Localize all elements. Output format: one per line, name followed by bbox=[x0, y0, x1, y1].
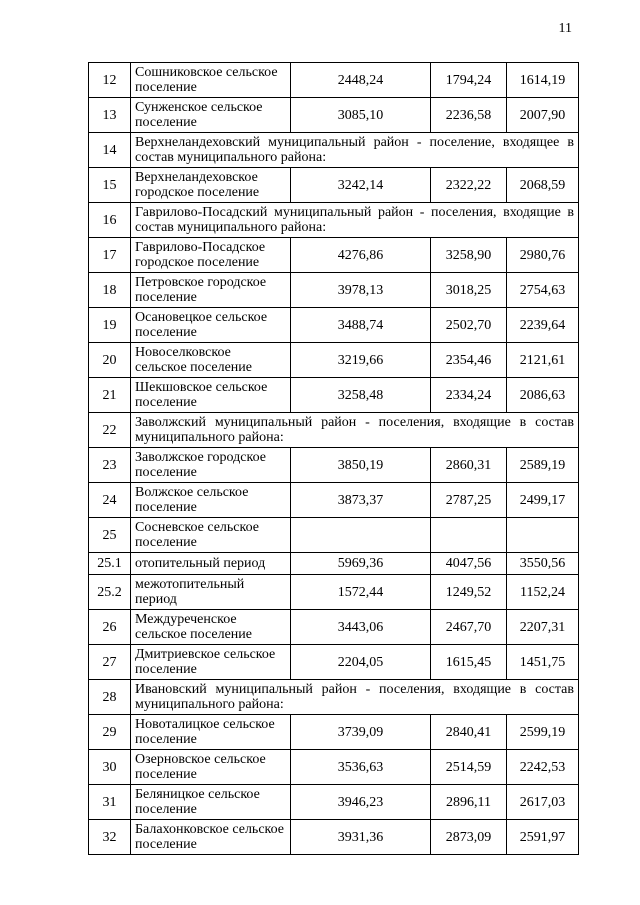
row-number: 25 bbox=[89, 518, 131, 553]
table-row bbox=[89, 715, 579, 750]
settlement-name: отопительный период bbox=[131, 553, 291, 575]
row-number: 24 bbox=[89, 483, 131, 518]
row-number: 16 bbox=[89, 203, 131, 238]
tariff-value: 3550,56 bbox=[507, 553, 579, 575]
row-number: 17 bbox=[89, 238, 131, 273]
tariff-value: 2873,09 bbox=[431, 820, 507, 855]
settlement-name: Петровское городское поселение bbox=[131, 273, 291, 308]
tariff-value bbox=[291, 518, 431, 553]
tariff-value: 2086,63 bbox=[507, 378, 579, 413]
row-number: 27 bbox=[89, 645, 131, 680]
row-number: 32 bbox=[89, 820, 131, 855]
settlement-name: Гаврилово-Посадское городское поселение bbox=[131, 238, 291, 273]
tariff-value: 2499,17 bbox=[507, 483, 579, 518]
table-row bbox=[89, 448, 579, 483]
tariff-value: 3242,14 bbox=[291, 168, 431, 203]
row-number: 12 bbox=[89, 63, 131, 98]
tariff-value: 2754,63 bbox=[507, 273, 579, 308]
tariff-value: 3018,25 bbox=[431, 273, 507, 308]
tariff-value: 2322,22 bbox=[431, 168, 507, 203]
settlement-name: Сошниковское сельское поселение bbox=[131, 63, 291, 98]
table-row bbox=[89, 343, 579, 378]
tariff-value: 1794,24 bbox=[431, 63, 507, 98]
settlement-name: Сосневское сельское поселение bbox=[131, 518, 291, 553]
table-row bbox=[89, 645, 579, 680]
tariff-value bbox=[431, 518, 507, 553]
table-row bbox=[89, 820, 579, 855]
tariff-value: 2896,11 bbox=[431, 785, 507, 820]
tariff-value: 3739,09 bbox=[291, 715, 431, 750]
section-row bbox=[89, 413, 579, 448]
section-row bbox=[89, 203, 579, 238]
tariff-value: 3978,13 bbox=[291, 273, 431, 308]
table-row bbox=[89, 378, 579, 413]
settlements-table bbox=[88, 62, 579, 855]
tariff-value: 2599,19 bbox=[507, 715, 579, 750]
tariff-value: 4047,56 bbox=[431, 553, 507, 575]
tariff-value: 2354,46 bbox=[431, 343, 507, 378]
section-row bbox=[89, 680, 579, 715]
settlement-name: Сунженское сельское поселение bbox=[131, 98, 291, 133]
tariff-value: 3488,74 bbox=[291, 308, 431, 343]
tariff-value: 2121,61 bbox=[507, 343, 579, 378]
tariff-value: 3850,19 bbox=[291, 448, 431, 483]
settlement-name: Балахонковское сельское поселение bbox=[131, 820, 291, 855]
tariff-value: 2591,97 bbox=[507, 820, 579, 855]
row-number: 14 bbox=[89, 133, 131, 168]
row-number: 20 bbox=[89, 343, 131, 378]
settlement-name: Верхнеландеховское городское поселение bbox=[131, 168, 291, 203]
tariff-value: 3443,06 bbox=[291, 610, 431, 645]
tariff-value: 1152,24 bbox=[507, 575, 579, 610]
tariff-value: 5969,36 bbox=[291, 553, 431, 575]
row-number: 23 bbox=[89, 448, 131, 483]
tariff-value: 2207,31 bbox=[507, 610, 579, 645]
row-number: 22 bbox=[89, 413, 131, 448]
tariff-value: 2980,76 bbox=[507, 238, 579, 273]
table-row bbox=[89, 553, 579, 575]
settlement-name: Заволжское городское поселение bbox=[131, 448, 291, 483]
tariff-value: 2448,24 bbox=[291, 63, 431, 98]
settlement-name: Волжское сельское поселение bbox=[131, 483, 291, 518]
section-title: Гаврилово-Посадский муниципальный район - поселения, входящие в состав муниципального района: bbox=[131, 203, 579, 238]
tariff-value: 3258,48 bbox=[291, 378, 431, 413]
table-row bbox=[89, 483, 579, 518]
tariff-value: 2860,31 bbox=[431, 448, 507, 483]
tariff-value: 3536,63 bbox=[291, 750, 431, 785]
tariff-value: 1614,19 bbox=[507, 63, 579, 98]
settlement-name: межотопительный период bbox=[131, 575, 291, 610]
tariff-value: 2589,19 bbox=[507, 448, 579, 483]
tariff-value: 1572,44 bbox=[291, 575, 431, 610]
row-number: 25.2 bbox=[89, 575, 131, 610]
settlement-name: Дмитриевское сельское поселение bbox=[131, 645, 291, 680]
settlements-table-body bbox=[89, 63, 579, 855]
table-row bbox=[89, 238, 579, 273]
settlement-name: Беляницкое сельское поселение bbox=[131, 785, 291, 820]
tariff-value: 3085,10 bbox=[291, 98, 431, 133]
settlement-name: Озерновское сельское поселение bbox=[131, 750, 291, 785]
tariff-value: 1615,45 bbox=[431, 645, 507, 680]
table-row bbox=[89, 98, 579, 133]
tariff-value: 2514,59 bbox=[431, 750, 507, 785]
tariff-value: 4276,86 bbox=[291, 238, 431, 273]
tariff-value: 3931,36 bbox=[291, 820, 431, 855]
row-number: 26 bbox=[89, 610, 131, 645]
tariff-value: 2840,41 bbox=[431, 715, 507, 750]
table-row bbox=[89, 750, 579, 785]
row-number: 15 bbox=[89, 168, 131, 203]
settlement-name: Новоселковское сельское поселение bbox=[131, 343, 291, 378]
tariff-value: 3946,23 bbox=[291, 785, 431, 820]
section-title: Ивановский муниципальный район - поселения, входящие в состав муниципального района: bbox=[131, 680, 579, 715]
row-number: 25.1 bbox=[89, 553, 131, 575]
tariff-value: 2242,53 bbox=[507, 750, 579, 785]
settlement-name: Осановецкое сельское поселение bbox=[131, 308, 291, 343]
settlement-name: Новоталицкое сельское поселение bbox=[131, 715, 291, 750]
row-number: 28 bbox=[89, 680, 131, 715]
settlement-name: Шекшовское сельское поселение bbox=[131, 378, 291, 413]
settlement-name: Междуреченское сельское поселение bbox=[131, 610, 291, 645]
section-title: Верхнеландеховский муниципальный район - поселение, входящее в состав муниципального района: bbox=[131, 133, 579, 168]
row-number: 21 bbox=[89, 378, 131, 413]
section-row bbox=[89, 133, 579, 168]
row-number: 13 bbox=[89, 98, 131, 133]
table-row bbox=[89, 518, 579, 553]
tariff-value: 1249,52 bbox=[431, 575, 507, 610]
tariff-value: 3219,66 bbox=[291, 343, 431, 378]
tariff-value: 2239,64 bbox=[507, 308, 579, 343]
tariff-value: 2787,25 bbox=[431, 483, 507, 518]
tariff-value: 2068,59 bbox=[507, 168, 579, 203]
page-number: 11 bbox=[558, 21, 572, 36]
table-row bbox=[89, 168, 579, 203]
tariff-value: 1451,75 bbox=[507, 645, 579, 680]
tariff-value: 2236,58 bbox=[431, 98, 507, 133]
tariff-value: 2334,24 bbox=[431, 378, 507, 413]
table-row bbox=[89, 273, 579, 308]
table-row bbox=[89, 308, 579, 343]
tariff-value: 2467,70 bbox=[431, 610, 507, 645]
tariff-value: 2617,03 bbox=[507, 785, 579, 820]
row-number: 19 bbox=[89, 308, 131, 343]
table-row bbox=[89, 63, 579, 98]
row-number: 18 bbox=[89, 273, 131, 308]
tariff-value: 2204,05 bbox=[291, 645, 431, 680]
tariff-value: 3873,37 bbox=[291, 483, 431, 518]
tariff-value: 2007,90 bbox=[507, 98, 579, 133]
tariff-value bbox=[507, 518, 579, 553]
tariff-value: 2502,70 bbox=[431, 308, 507, 343]
table-row bbox=[89, 610, 579, 645]
row-number: 29 bbox=[89, 715, 131, 750]
row-number: 31 bbox=[89, 785, 131, 820]
section-title: Заволжский муниципальный район - поселения, входящие в состав муниципального района: bbox=[131, 413, 579, 448]
tariff-value: 3258,90 bbox=[431, 238, 507, 273]
table-row bbox=[89, 575, 579, 610]
table-row bbox=[89, 785, 579, 820]
row-number: 30 bbox=[89, 750, 131, 785]
